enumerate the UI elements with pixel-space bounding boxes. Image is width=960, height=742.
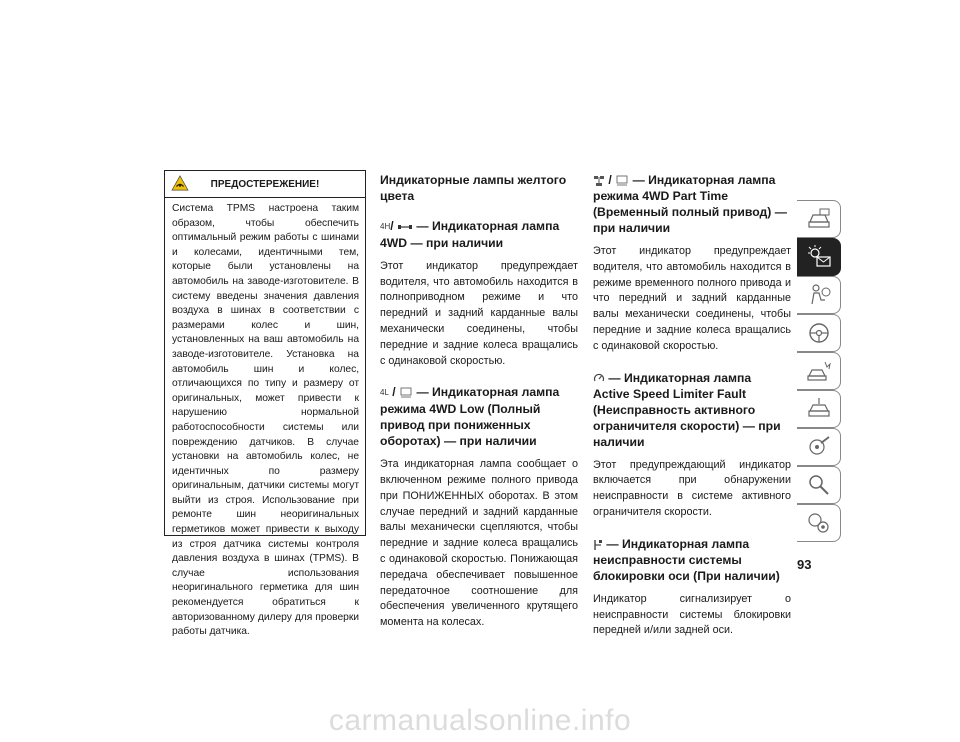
indicator-axle-lock-text: Индикатор сигнализирует о неисправности системы блокировки передней и/или задней оси. <box>593 592 791 637</box>
warning-text: Система TPMS настроена таким образом, чтобы обеспечить оптимальный режим работы с шинами и колесами, идентичными тем, которые были установлены на автомобиль на заводе-изготовителе. В систему введены значения давления воздуха в шинах в соответствии с размерами колес и шин, установленных на ваш автомобиль на заводе-изготовителе. Установка на автомобиль шин и колес, отличающихся по типу и размеру от оригинальных, может привести к нарушению нормальной работоспособности системы или повреждению датчиков. В случае установки на автомобиль колес, не идентичных по размеру оригинальным, датчики системы могут выйти из строя. Использование при ремонте шин неоригинальных герметиков может привести к выходу из строя датчика системы контроля давления воздуха в шинах (TPMS). В случае использования неоригинального герметика для шин рекомендуется обратиться к авторизованному дилеру для проверки работы датчика. <box>172 203 359 638</box>
indicator-4wd-part-time-title-text: — Индикаторная лампа режима 4WD Part Time (Временный полный привод) — при наличии <box>593 173 787 235</box>
indicator-4wd-low-title <box>380 384 578 449</box>
warning-box <box>164 170 366 638</box>
speed-limiter-fault-icon <box>593 372 605 384</box>
4wd-part-time-alt-icon <box>615 175 629 187</box>
crash-car-icon <box>805 358 833 384</box>
4wd-axle-icon <box>397 223 413 231</box>
warning-header <box>165 171 365 198</box>
tab-wrench-car[interactable] <box>797 428 841 466</box>
tab-language-gear[interactable] <box>797 504 841 542</box>
separator: / <box>390 219 394 233</box>
warning-lights-icon <box>805 244 833 270</box>
indicator-speed-limiter-text: Этот предупреждающий индикатор включается при обнаружении неисправности в системе активного ограничителя скорости. <box>593 458 791 518</box>
separator: / <box>392 385 396 400</box>
airbag-person-icon <box>805 282 833 308</box>
tab-airbag-person[interactable] <box>797 276 841 314</box>
4wd-low-icon <box>399 387 413 399</box>
car-front-icon <box>805 206 833 232</box>
wrench-car-icon <box>805 434 833 460</box>
indicator-speed-limiter-title <box>593 370 791 450</box>
warning-triangle-icon <box>171 175 189 191</box>
tab-warning-lights[interactable] <box>797 238 841 276</box>
section-heading: Индикаторные лампы желтого цвета <box>380 173 567 203</box>
steering-wheel-icon <box>805 320 833 346</box>
4h-indicator-icon: 4H <box>380 221 391 231</box>
watermark: carmanualsonline.info <box>328 704 632 737</box>
side-tabs <box>797 200 843 545</box>
tab-service-car[interactable] <box>797 390 841 428</box>
indicator-speed-limiter-title-text: — Индикаторная лампа Active Speed Limiter Fault (Неисправность активного ограничителя скорости) — при наличии <box>593 370 781 449</box>
tab-car-front[interactable] <box>797 200 841 238</box>
indicator-4wd-low-text: Эта индикаторная лампа сообщает о включенном режиме полного привода при ПОНИЖЕННЫХ оборотах. В этом случае передний и задний карданные валы механически сцепляются, чтобы передние и задние колеса вращались с одинаковой скоростью. Понижающая передача обеспечивает повышенное передаточное соотношение для обеспечения увеличенного крутящего момента на колесах. <box>380 458 578 629</box>
indicator-4wd-title <box>380 218 578 251</box>
indicator-4wd-low-title-text: — Индикаторная лампа режима 4WD Low (Полный привод при пониженных оборотах) — при наличии <box>380 385 560 449</box>
indicator-4wd-text: Этот индикатор предупреждает водителя, что автомобиль находится в полноприводном режиме и что передний и задний карданные валы механически соединены, чтобы передние и задние колеса вращались с одинаковой скоростью. <box>380 259 578 367</box>
tab-magnifier[interactable] <box>797 466 841 504</box>
magnifier-icon <box>805 472 833 498</box>
column-1 <box>380 172 578 646</box>
4l-indicator-icon: 4L <box>380 388 389 398</box>
indicator-axle-lock-title-text: — Индикаторная лампа неисправности системы блокировки оси (При наличии) <box>593 536 780 583</box>
column-2 <box>593 172 791 654</box>
page-number: 93 <box>797 557 812 572</box>
indicator-axle-lock-title <box>593 536 791 584</box>
indicator-4wd-part-time-title <box>593 172 791 236</box>
service-car-icon <box>805 396 833 422</box>
indicator-4wd-part-time-text: Этот индикатор предупреждает водителя, что автомобиль находится в режиме временного полного привода и что передний и задний карданные валы механически соединены, чтобы передние и задние колеса вращались с одинаковой скоростью. <box>593 245 791 352</box>
4wd-part-time-icon <box>593 175 605 187</box>
tab-crash-car[interactable] <box>797 352 841 390</box>
axle-lock-fault-icon <box>593 539 603 551</box>
warning-title: ПРЕДОСТЕРЕЖЕНИЕ! <box>210 178 320 190</box>
language-gear-icon <box>805 510 833 536</box>
separator: / <box>608 173 612 187</box>
tab-steering-wheel[interactable] <box>797 314 841 352</box>
indicator-4wd-title-text: — Индикаторная лампа 4WD — при наличии <box>380 219 560 250</box>
